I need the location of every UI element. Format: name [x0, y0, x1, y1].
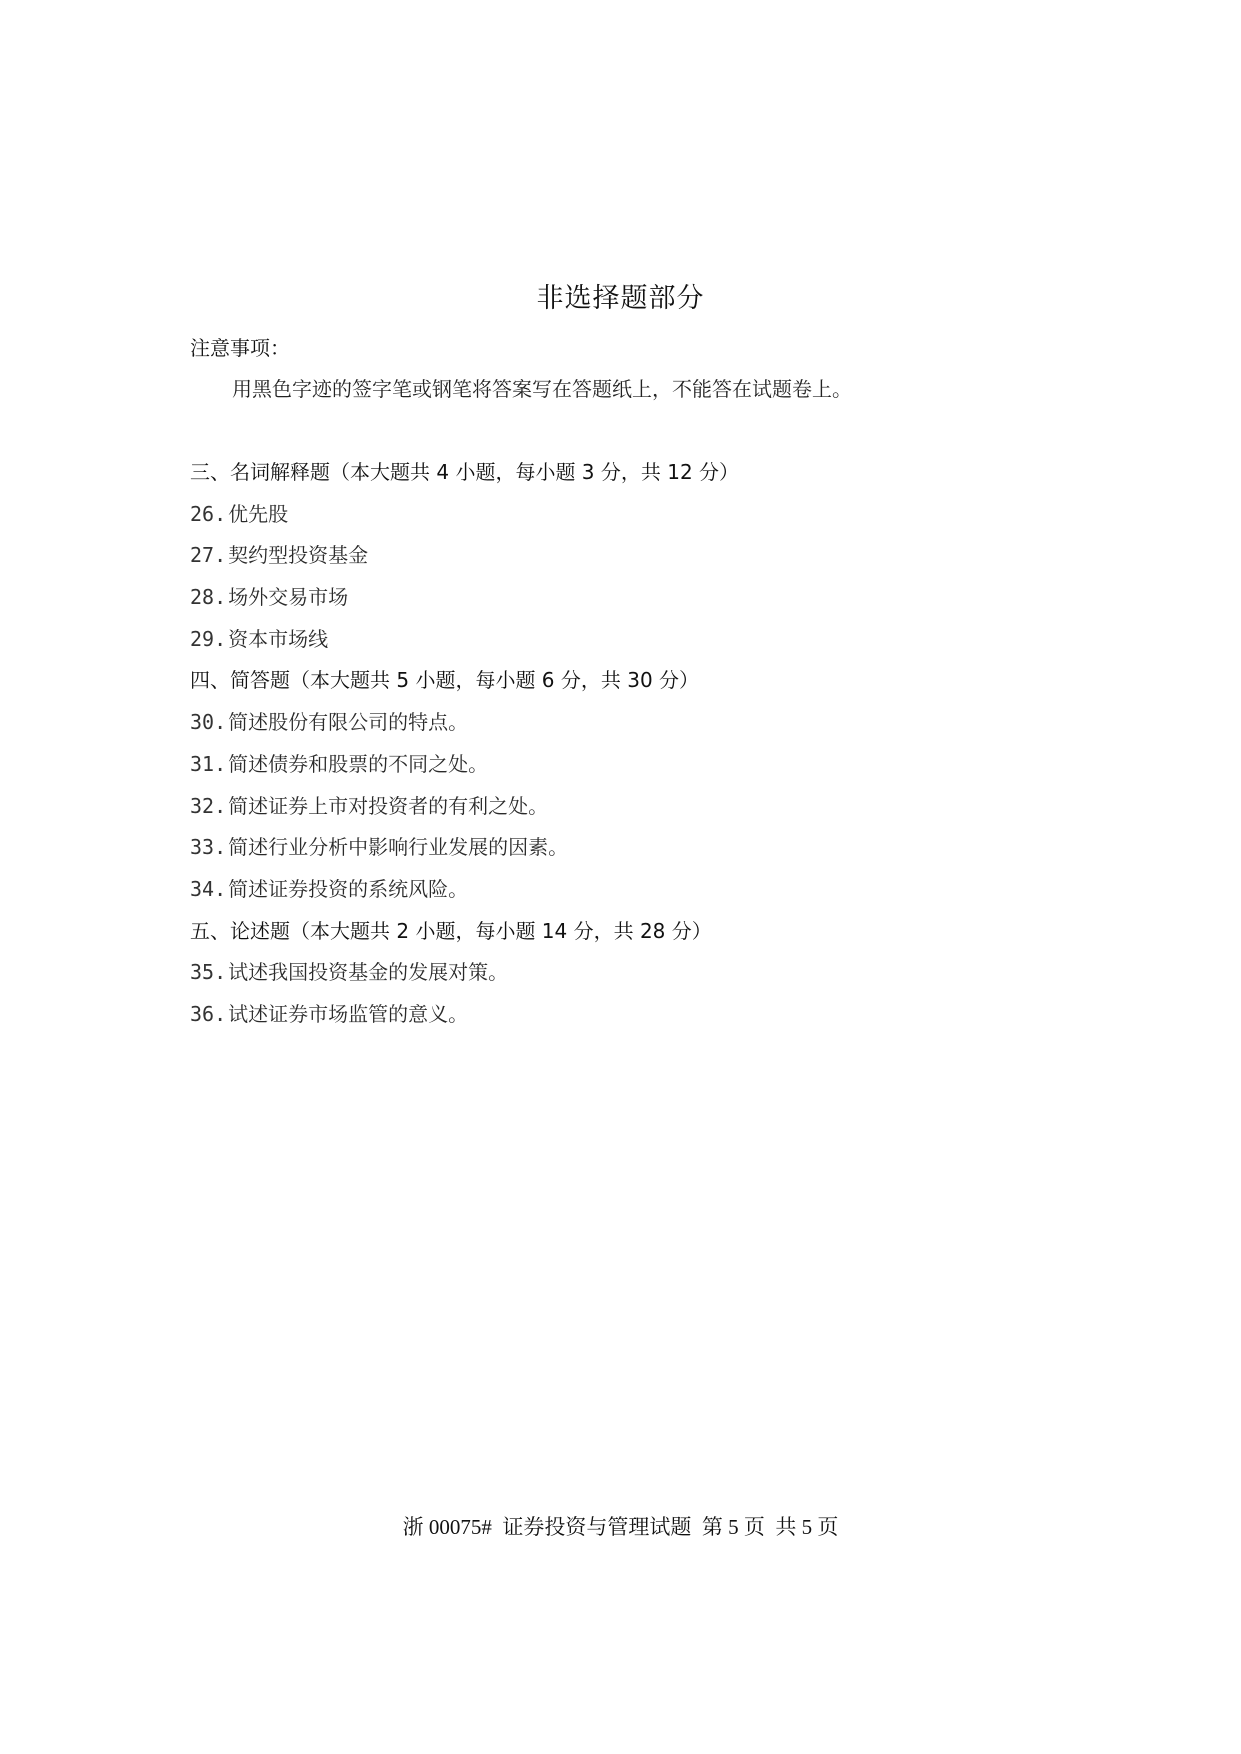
question-text: 简述证券投资的系统风险。 — [228, 876, 469, 901]
question-number: 36. — [190, 1001, 227, 1026]
question-text: 试述证券市场监管的意义。 — [228, 1001, 469, 1026]
question-item — [190, 619, 1090, 661]
question-text: 契约型投资基金 — [228, 543, 369, 568]
question-item — [190, 494, 1090, 536]
notice-text: 用黑色字迹的签字笔或钢笔将答案写在答题纸上，不能答在试题卷上。 — [232, 377, 852, 401]
question-number: 30. — [190, 710, 227, 735]
question-item — [190, 786, 1090, 828]
question-item — [190, 577, 1090, 619]
question-item — [190, 952, 1090, 994]
question-number: 35. — [190, 960, 227, 985]
question-item — [190, 827, 1090, 869]
question-text: 场外交易市场 — [228, 585, 349, 610]
notice-label: 注意事项： — [190, 336, 290, 360]
question-text: 简述证券上市对投资者的有利之处。 — [228, 793, 549, 818]
page-footer: 浙 00075# 证券投资与管理试题 第 5 页 共 5 页 — [402, 1515, 839, 1539]
question-text: 简述股份有限公司的特点。 — [228, 710, 469, 735]
question-content — [190, 452, 1090, 1036]
question-number: 26. — [190, 501, 227, 526]
part-heading: 三、名词解释题（本大题共 4 小题，每小题 3 分，共 12 分） — [190, 460, 740, 484]
question-number: 33. — [190, 835, 227, 860]
question-item — [190, 702, 1090, 744]
question-text: 简述行业分析中影响行业发展的因素。 — [228, 835, 569, 860]
question-item — [190, 744, 1090, 786]
question-number: 31. — [190, 751, 227, 776]
question-number: 29. — [190, 626, 227, 651]
question-text: 试述我国投资基金的发展对策。 — [228, 960, 509, 985]
part-heading: 五、论述题（本大题共 2 小题，每小题 14 分，共 28 分） — [190, 918, 712, 943]
question-item — [190, 535, 1090, 577]
question-number: 28. — [190, 585, 227, 610]
section-title: 非选择题部分 — [536, 283, 705, 314]
question-number: 34. — [190, 876, 227, 901]
part-heading: 四、简答题（本大题共 5 小题，每小题 6 分，共 30 分） — [190, 668, 700, 693]
question-text: 资本市场线 — [228, 626, 329, 651]
question-item — [190, 869, 1090, 911]
question-text: 优先股 — [228, 501, 289, 526]
question-number: 32. — [190, 793, 227, 818]
question-item — [190, 994, 1090, 1036]
question-text: 简述债券和股票的不同之处。 — [228, 751, 489, 776]
question-number: 27. — [190, 543, 227, 568]
